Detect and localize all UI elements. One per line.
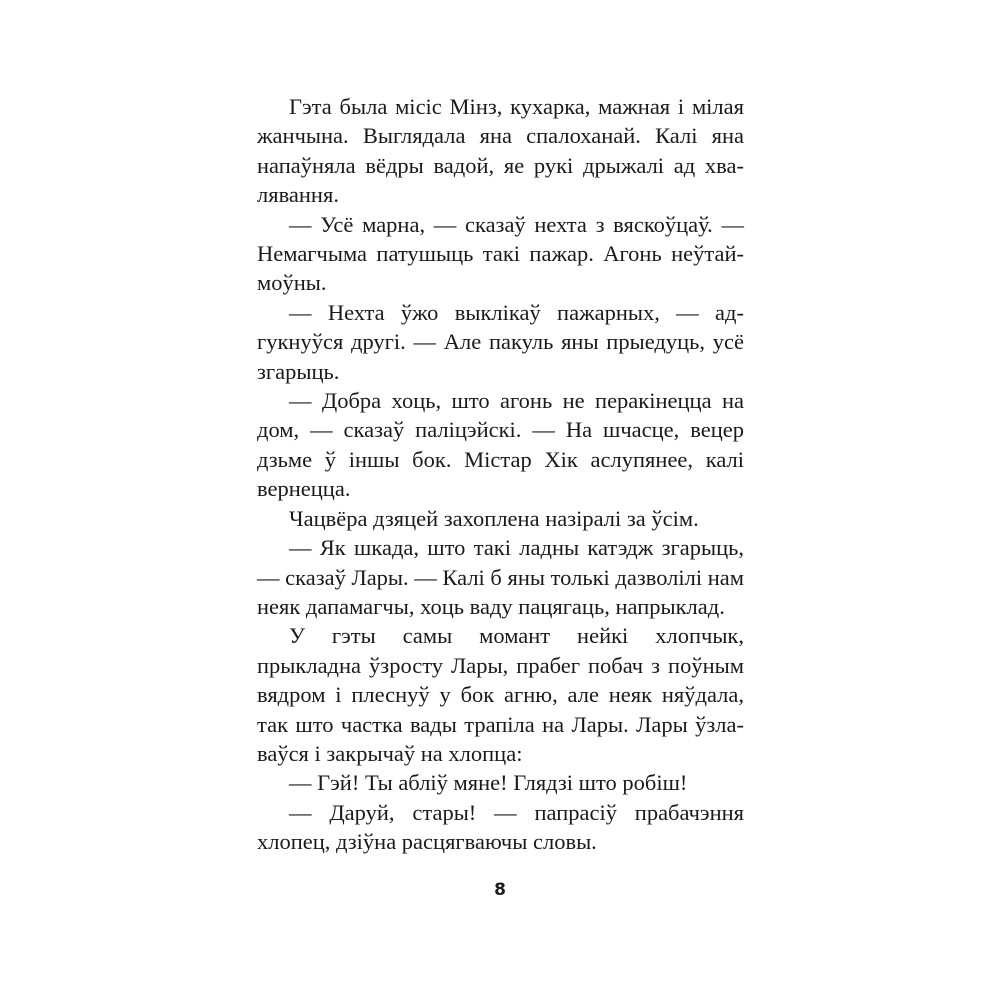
paragraph: — Як шкада, што такі ладны катэдж згарыць, — сказаў Лары. — Калі б яны толькі дазволілі нам неяк дапамагчы, хоць ваду пацягаць, напрыклад. <box>257 535 745 619</box>
paragraph: Гэта была місіс Мінз, кухарка, мажная і мілая жанчына. Выглядала яна спалоханай. Калі яна напаўняла вёдры вадой, яе рукі дрыжалі ад хвалявання. <box>257 94 744 208</box>
paragraph: — Нехта ўжо выклікаў пажарных, — адгукнуўся другі. — Але пакуль яны прыедуць, усё згарыць. <box>257 299 744 384</box>
paragraph: — Добра хоць, што агонь не перакінецца на дом, — сказаў паліцэйскі. — На шчасце, вецер дзьме ў іншы бок. Містар Хік аслупянее, калі вернецца. <box>257 388 744 502</box>
paragraph: — Даруй, стары! — папрасіў прабачэння хлопец, дзіўна расцягваючы словы. <box>257 799 744 855</box>
paragraph: — Гэй! Ты абліў мяне! Глядзі што робіш! <box>289 770 688 796</box>
body-text <box>257 92 744 857</box>
paragraph: Чацвёра дзяцей захоплена назіралі за ўсім. <box>289 505 699 531</box>
paragraph: У гэты самы момант нейкі хлопчык, прыкладна ўзросту Лары, прабег побач з поўным вядром і плеснуў у бок агню, але неяк няўдала, так што частка вады трапіла на Лары. Лары ўзлаваўся і закрычаў на хлопца: <box>257 623 744 766</box>
paragraph: — Усё марна, — сказаў нехта з вяскоўцаў. — Немагчыма патушыць такі пажар. Агонь неўтаймоўны. <box>257 211 744 296</box>
page-number: 8 <box>494 880 506 900</box>
